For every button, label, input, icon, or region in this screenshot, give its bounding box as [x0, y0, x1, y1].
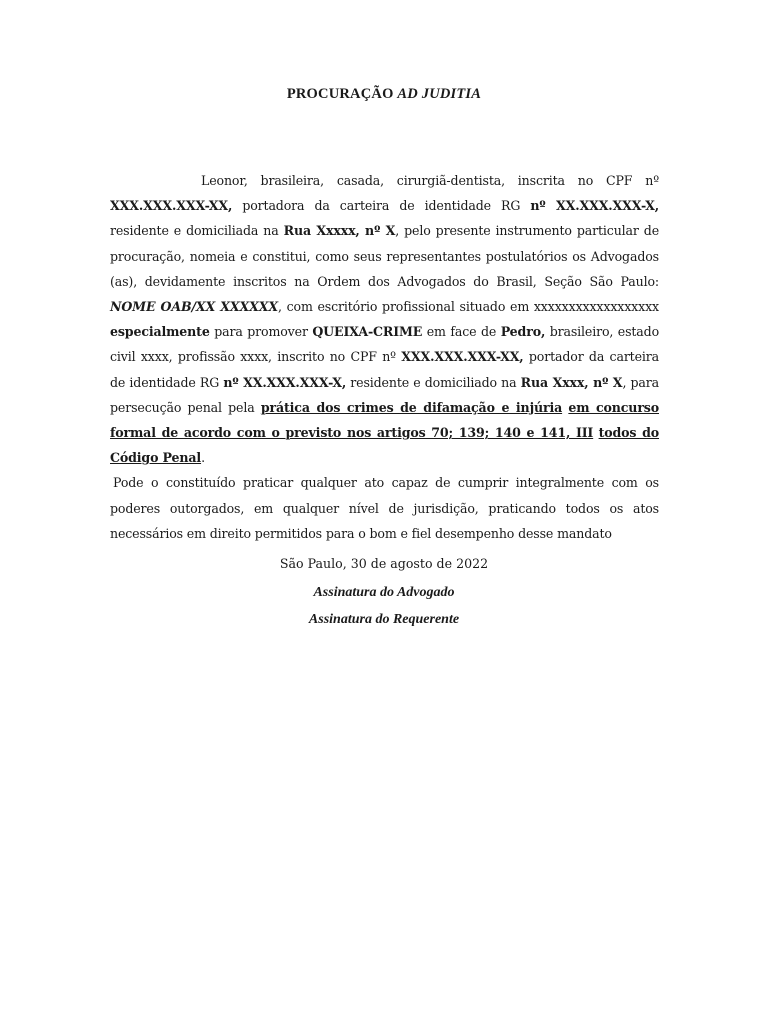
signature-requester: Assinatura do Requerente: [308, 612, 460, 627]
title-italic: AD JUDITIA: [397, 86, 482, 102]
text-run: em face de: [422, 324, 501, 340]
text-run: Leonor, brasileira, casada, cirurgiã-dentista, inscrita no CPF nº: [201, 173, 659, 188]
grantor-address: Rua Xxxxx, nº X: [283, 223, 396, 239]
text-run: , para persecução penal pela: [110, 374, 659, 415]
title-prefix: PROCURAÇÃO: [286, 86, 398, 102]
defendant-cpf: XXX.XXX.XXX-XX,: [401, 349, 524, 365]
queixa-crime: QUEIXA-CRIME: [312, 324, 423, 340]
date-line: São Paulo, 30 de agosto de 2022: [279, 556, 489, 571]
penal-code-reference: todos do Código Penal: [110, 425, 660, 466]
document-body: [110, 168, 659, 546]
crimes-description: prática dos crimes de difamação e injúria: [260, 399, 563, 415]
grantor-cpf: XXX.XXX.XXX-XX,: [110, 198, 233, 214]
signature-lawyer: Assinatura do Advogado: [313, 585, 455, 600]
text-run: residente e domiciliada na: [110, 223, 284, 239]
defendant-rg: nº XX.XXX.XXX-X,: [223, 374, 347, 390]
text-run: , com escritório profissional situado em xxxxxxxxxxxxxxxxxx: [278, 299, 659, 315]
legal-articles: em concurso formal de acordo com o previsto nos artigos 70; 139; 140 e 141, III: [110, 399, 659, 441]
text-run: , pelo presente instrumento particular de procuração, nomeia e constitui, como seus representantes postulatórios os Advogados (as), devidamente inscritos na Ordem dos Advogados do Brasil, Seção São Paulo:: [110, 223, 660, 289]
defendant-address: Rua Xxxx, nº X: [520, 374, 623, 390]
especialmente-word: especialmente: [110, 324, 210, 340]
text-run: residente e domiciliado na: [346, 374, 521, 390]
text-run: .: [201, 450, 205, 466]
paragraph-grantor: [110, 168, 659, 470]
lawyer-name: NOME OAB/XX XXXXXX: [110, 299, 279, 315]
grantor-rg: nº XX.XXX.XXX-X,: [530, 198, 659, 214]
paragraph-powers: Pode o constituído praticar qualquer ato capaz de cumprir integralmente com os poderes outorgados, em qualquer nível de jurisdição, praticando todos os atos necessários em direito permitidos para o bom e fiel desempenho desse mandato: [110, 475, 659, 541]
text-run: para promover: [209, 324, 313, 340]
document-title: [0, 86, 768, 103]
text-run: portador da carteira de identidade RG: [110, 349, 660, 390]
text-run: brasileiro, estado civil xxxx, profissão xxxx, inscrito no CPF nº: [110, 324, 659, 365]
text-run: portadora da carteira de identidade RG: [232, 198, 531, 214]
defendant-name: Pedro,: [500, 324, 546, 340]
